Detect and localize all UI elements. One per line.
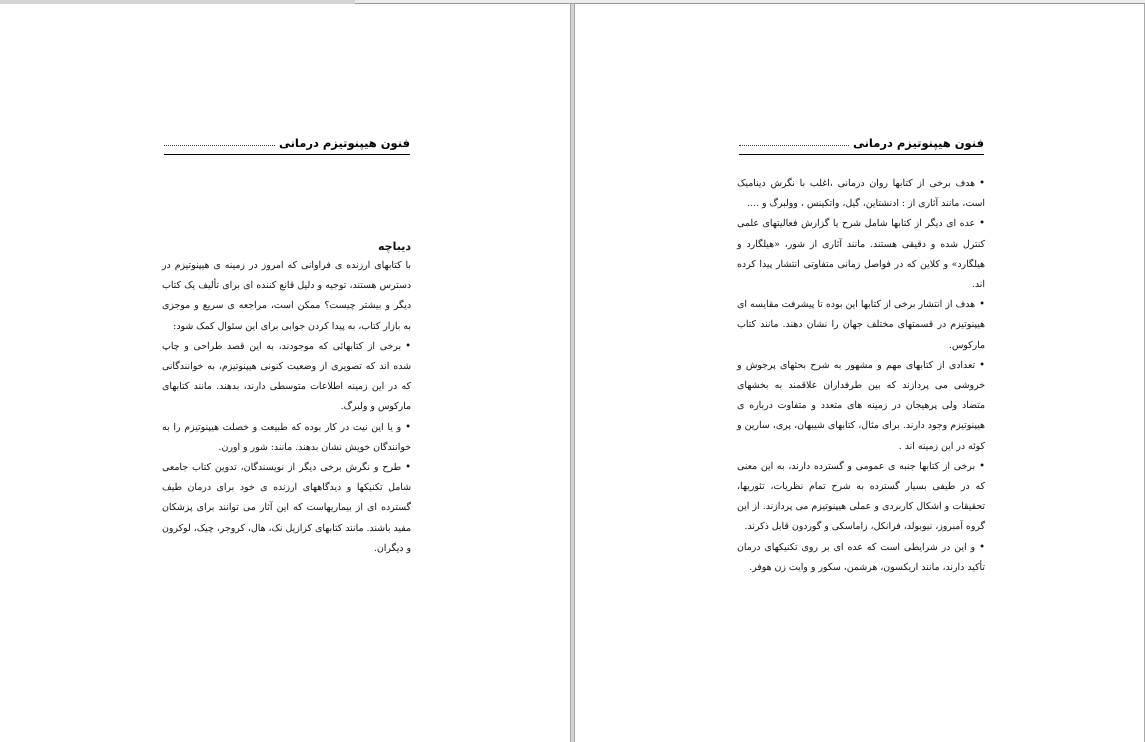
header-title: فنون هیپنوتیزم درمانی [852,136,984,150]
page-body [737,174,985,578]
list-item: • برخی از کتابها جنبه ی عمومی و گسترده دارند، به این معنی که در طیفی بسیار گسترده به شرح تمام نظریات، تئوریها، تحقیقات و اشکال کاربردی و عملی هیپنوتیزم می پردازند. از این گروه آمبروز، نیوبولد، فرانکل، زاماسکی و گوردون قابل ذکرند. [737,457,985,538]
intro-paragraph: با کتابهای ارزنده ی فراوانی که امروز در زمینه ی هیپنوتیزم در دسترس هستند، توجیه و دلیل قانع کننده ای برای تألیف یک کتاب دیگر و بیشتر چیست؟ ممکن است، مراجعه ی سریع و موجزی به بازار کتاب، به پیدا کردن جوابی برای این سئوال کمک شود: [162,260,411,332]
bullet-list [737,174,985,578]
document-page-right [574,4,1145,742]
running-header [739,130,984,155]
running-header [164,130,410,155]
page-body [162,238,411,559]
header-dot-leader [739,144,849,146]
header-dot-leader [164,144,275,146]
list-item: • تعدادی از کتابهای مهم و مشهور به شرح بحثهای پرجوش و خروشی می پردازند که بین طرفداران علاقمند به بخشهای متضاد ولی پرهیجان در زمینه های متعدد و متفاوت درباره ی هیپنوتیزم وجود دارند. برای مثال، کتابهای شیبهان، پری، سارین و کوئه در این زمینه اند . [737,356,985,457]
list-item: • و این در شرایطی است که عده ای بر روی تکنیکهای درمان تأکید دارند، مانند اریکسون، هرشمن، سکور و وایت زن هوفر. [737,538,985,578]
list-item: • عده ای دیگر از کتابها شامل شرح یا گزارش فعالیتهای علمی کنترل شده و دقیقی هستند. مانند آثاری از شور، «هیلگارد و هیلگارد» و کلاین که در فواصل زمانی متفاوتی انتشار پیدا کرده اند. [737,214,985,295]
list-item: • هدف برخی از کتابها روان درمانی ،اغلب با نگرش دینامیک است، مانند آثاری از : ادنشتاین، گیل، واتکینس ، وولبرگ و .... [737,174,985,214]
list-item: • برخی از کتابهائی که موجودند، به این قصد طراحی و چاپ شده اند که تصویری از وضعیت کنونی هیپنوتیزم، به خوانندگانی که در این زمینه اطلاعات متوسطی دارند، بدهند. مانند کتابهای مارکوس و ولبرگ. [162,337,411,418]
bullet-list [162,337,411,559]
list-item: • و یا این نیت در کار بوده که طبیعت و خصلت هیپنوتیزم را به خوانندگان خویش نشان بدهند. مانند: شور و اورن. [162,418,411,458]
list-item: • هدف از انتشار برخی از کتابها این بوده تا پیشرفت مقایسه ای هیپنوتیزم در قسمتهای مختلف جهان را نشان دهند. مانند کتاب مارکوس. [737,295,985,356]
list-item: • طرح و نگرش برخی دیگر از نویسندگان، تدوین کتاب جامعی شامل تکنیکها و دیدگاههای ارزنده ی خود برای درمان طیف گسترده ای از بیماریهاست که این آثار می توانند برای پزشکان مفید باشند. مانند کتابهای کرازیل نک، هال، کروجر، چیک، لوکرون و دیگران. [162,458,411,559]
header-title: فنون هیپنوتیزم درمانی [278,136,410,150]
document-page-left [0,4,571,742]
section-heading: دیباچه [378,240,411,253]
